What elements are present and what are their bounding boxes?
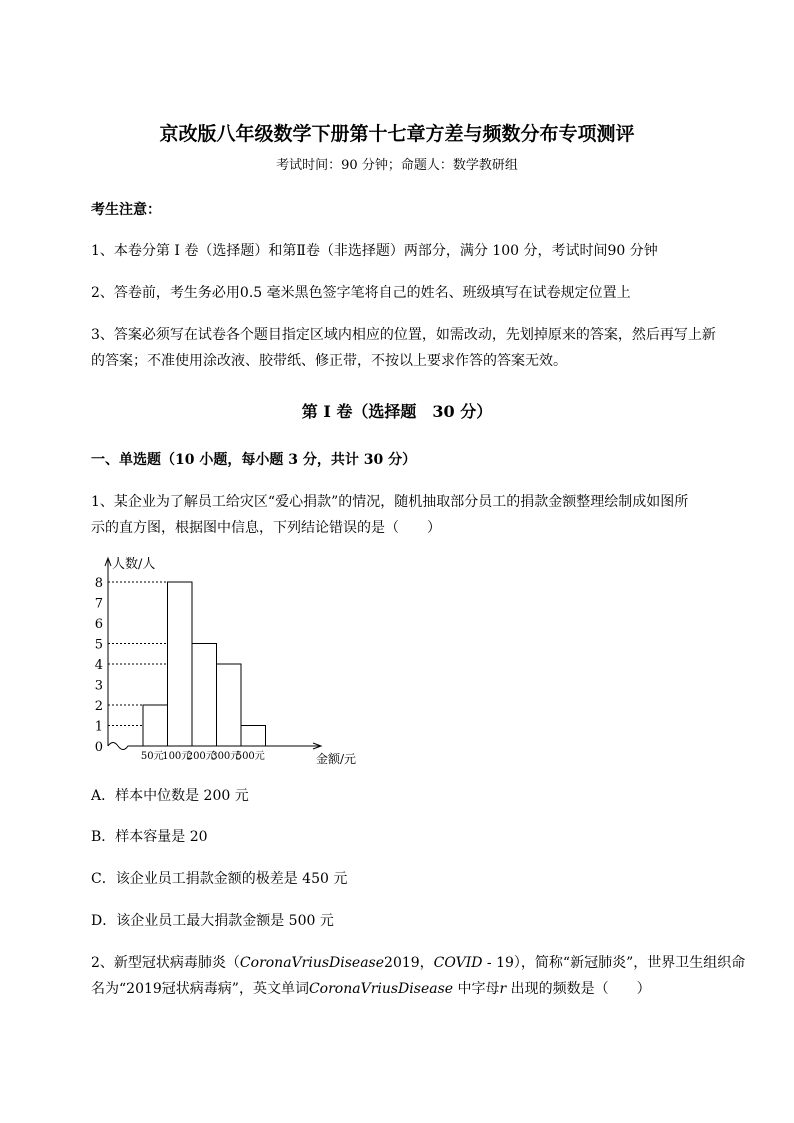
q1-stem-line2: 示的直方图，根据图中信息，下列结论错误的是（ ） (91, 520, 441, 536)
q1-stem-line1: 1、某企业为了解员工给灾区“爱心捐款”的情况，随机抽取部分员工的捐款金额整理绘制成如图所 (91, 494, 689, 510)
histogram-bar (192, 644, 217, 747)
histogram-bar (217, 664, 242, 746)
q2-text: 2019， (384, 955, 434, 971)
document-subtitle: 考试时间：90 分钟；命题人：数学教研组 (276, 158, 518, 173)
notice-item-1: 1、本卷分第 I 卷（选择题）和第Ⅱ卷（非选择题）两部分，满分 100 分，考试时间90 分钟 (91, 243, 658, 259)
notice-item-2: 2、答卷前，考生务必用0.5 毫米黑色签字笔将自己的姓名、班级填写在试卷规定位置上 (91, 285, 631, 301)
q1-option-b: B．样本容量是 20 (91, 829, 208, 845)
q2-text: 中字母 (453, 981, 500, 997)
document-title: 京改版八年级数学下册第十七章方差与频数分布专项测评 (159, 123, 635, 145)
q1-option-c: C．该企业员工捐款金额的极差是 450 元 (91, 871, 348, 887)
notice-item-3: 3、答案必须写在试卷各个题目指定区域内相应的位置，如需改动，先划掉原来的答案，然后再写上新 (91, 327, 716, 343)
q2-term: r (499, 981, 507, 997)
q2-text: 2、新型冠状病毒肺炎（ (91, 955, 240, 971)
histogram-bar (241, 726, 266, 747)
x-tick-label: 300元 (211, 751, 241, 762)
q2-term: CoronaVriusDisease (308, 981, 454, 997)
q2-term: COVID (433, 955, 483, 971)
q2-text: - 19），简称“新冠肺炎”，世界卫生组织命 (482, 955, 746, 971)
y-tick-label: 0 (94, 740, 103, 755)
notice-item-3-cont: 的答案；不准使用涂改液、胶带纸、修正带，不按以上要求作答的答案无效。 (91, 353, 567, 369)
x-axis-title: 金额/元 (316, 752, 357, 766)
y-tick-label: 8 (94, 576, 103, 591)
y-tick-label: 4 (94, 658, 103, 673)
x-tick-label: 100元 (162, 751, 192, 762)
histogram-chart (88, 550, 378, 772)
section-title: 第 I 卷（选择题 30 分） (301, 402, 493, 421)
x-tick-label: 500元 (235, 751, 265, 762)
q1-option-d: D．该企业员工最大捐款金额是 500 元 (91, 913, 334, 929)
q2-stem-line2 (91, 980, 651, 998)
notice-heading: 考生注意： (91, 202, 161, 218)
histogram-bar (143, 705, 168, 746)
y-tick-label: 7 (94, 596, 103, 612)
x-tick-label: 50元 (140, 751, 164, 762)
part-title: 一、单选题（10 小题，每小题 3 分，共计 30 分） (91, 452, 417, 468)
x-tick-label: 200元 (186, 751, 216, 762)
y-tick-label: 2 (94, 699, 103, 714)
q2-term: CoronaVriusDisease (239, 955, 385, 971)
y-tick-label: 1 (94, 719, 103, 735)
y-tick-label: 6 (94, 617, 103, 632)
histogram-bar (168, 582, 193, 746)
y-tick-label: 3 (94, 678, 103, 694)
q2-stem-line1 (91, 954, 745, 972)
y-axis-title: 人数/人 (112, 557, 156, 572)
y-tick-label: 5 (94, 637, 103, 653)
q2-text: 出现的频数是（ ） (506, 981, 651, 997)
q2-text: 名为“2019冠状病毒病”，英文单词 (91, 981, 309, 997)
q1-option-a: A．样本中位数是 200 元 (91, 788, 249, 804)
